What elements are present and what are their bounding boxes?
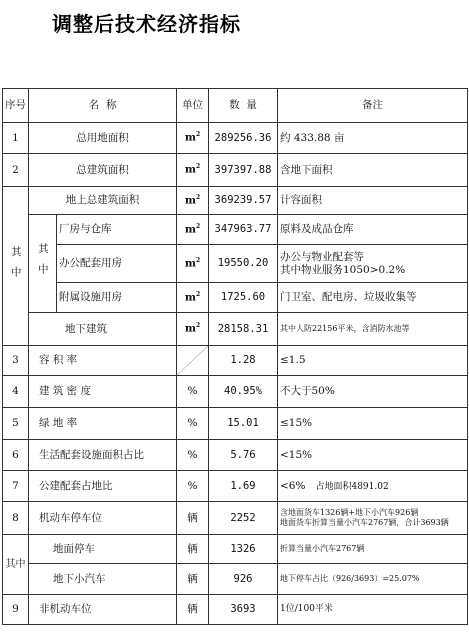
table-row [3,346,468,376]
row-qty: 40.95% [209,376,278,408]
row-qty: 289256.36 [209,123,278,154]
row-name: 附属设施用房 [57,283,177,313]
row-note: 原料及成品仓库 [278,215,468,245]
row-seq: 4 [3,376,29,408]
row-note: 不大于50% [278,376,468,408]
row-unit: % [177,376,209,408]
row-unit: $m^2$ [177,123,209,154]
row-note: 其中人防22156平米，含消防水池等 [278,313,468,346]
row-name: 公建配套占地比 [29,471,177,502]
row-seq: 2 [3,154,29,187]
table-row [3,187,468,215]
header-note: 备注 [278,89,468,123]
table-row [3,535,468,564]
row-unit: 辆 [177,595,209,625]
table-row [3,471,468,502]
row-name: 总用地面积 [29,123,177,154]
group-label-qizhong-parking: 其中 [3,535,29,595]
row-qty: 3693 [209,595,278,625]
row-unit: 辆 [177,564,209,595]
page-title: 调整后技术经济指标 [52,12,241,36]
row-name: 厂房与仓库 [57,215,177,245]
row-note: ≤1.5 [278,346,468,376]
row-seq: 6 [3,440,29,471]
row-note: 约 433.88 亩 [278,123,468,154]
table-row [3,376,468,408]
header-seq: 序号 [3,89,29,123]
row-unit: $m^2$ [177,283,209,313]
row-qty: 1.69 [209,471,278,502]
table-row [3,313,468,346]
row-note: 含地面货车1326辆+地下小汽车926辆 地面货车折算当量小汽车2767辆，合计3693辆 [278,502,468,535]
row-note: 含地下面积 [278,154,468,187]
row-seq: 3 [3,346,29,376]
row-note: <15% [278,440,468,471]
row-unit: 辆 [177,502,209,535]
group-label-qizhong-sub: 其中 [29,215,57,313]
row-unit: % [177,408,209,440]
table-row [3,440,468,471]
header-name: 名 称 [29,89,177,123]
diagonal-slash [177,346,208,375]
row-seq: 5 [3,408,29,440]
row-note: 1位/100平米 [278,595,468,625]
group-label-qizhong: 其中 [3,187,29,346]
row-qty: 1326 [209,535,278,564]
table-row [3,595,468,625]
row-seq: 8 [3,502,29,535]
table-row [3,502,468,535]
row-name: 地下建筑 [29,313,177,346]
row-unit: $m^2$ [177,187,209,215]
row-name: 建 筑 密 度 [29,376,177,408]
row-seq: 7 [3,471,29,502]
row-qty: 369239.57 [209,187,278,215]
row-unit: $m^2$ [177,313,209,346]
row-unit: % [177,440,209,471]
row-unit: $m^2$ [177,154,209,187]
row-qty: 15.01 [209,408,278,440]
row-unit: 辆 [177,535,209,564]
row-name: 绿 地 率 [29,408,177,440]
row-name: 机动车停车位 [29,502,177,535]
table-header-row [3,89,468,123]
row-note: 折算当量小汽车2767辆 [278,535,468,564]
table-row [3,408,468,440]
table-row [3,154,468,187]
row-unit: $m^2$ [177,215,209,245]
table-row [3,123,468,154]
row-note: 办公与物业配套等 其中物业服务1050>0.2% [278,245,468,283]
row-seq: 9 [3,595,29,625]
row-name: 地下小汽车 [29,564,177,595]
row-unit-empty [177,346,209,376]
row-unit: $m^2$ [177,245,209,283]
row-qty: 1725.60 [209,283,278,313]
row-name: 容 积 率 [29,346,177,376]
row-qty: 2252 [209,502,278,535]
row-name: 总建筑面积 [29,154,177,187]
row-qty: 397397.88 [209,154,278,187]
row-note: ≤15% [278,408,468,440]
row-qty: 1.28 [209,346,278,376]
row-name: 地上总建筑面积 [29,187,177,215]
row-seq: 1 [3,123,29,154]
header-unit: 单位 [177,89,209,123]
row-name: 生活配套设施面积占比 [29,440,177,471]
row-qty: 347963.77 [209,215,278,245]
row-note: 地下停车占比（926/3693）=25.07% [278,564,468,595]
row-qty: 19550.20 [209,245,278,283]
row-name: 地面停车 [29,535,177,564]
table-row [3,283,468,313]
header-qty: 数 量 [209,89,278,123]
tech-econ-table [2,88,468,625]
table-row [3,564,468,595]
row-qty: 5.76 [209,440,278,471]
row-note: <6% 占地面积4891.02 [278,471,468,502]
row-note: 计容面积 [278,187,468,215]
row-note: 门卫室、配电房、垃圾收集等 [278,283,468,313]
table-row [3,245,468,283]
table-row [3,215,468,245]
row-qty: 28158.31 [209,313,278,346]
row-unit: % [177,471,209,502]
row-name: 办公配套用房 [57,245,177,283]
row-qty: 926 [209,564,278,595]
row-name: 非机动车位 [29,595,177,625]
